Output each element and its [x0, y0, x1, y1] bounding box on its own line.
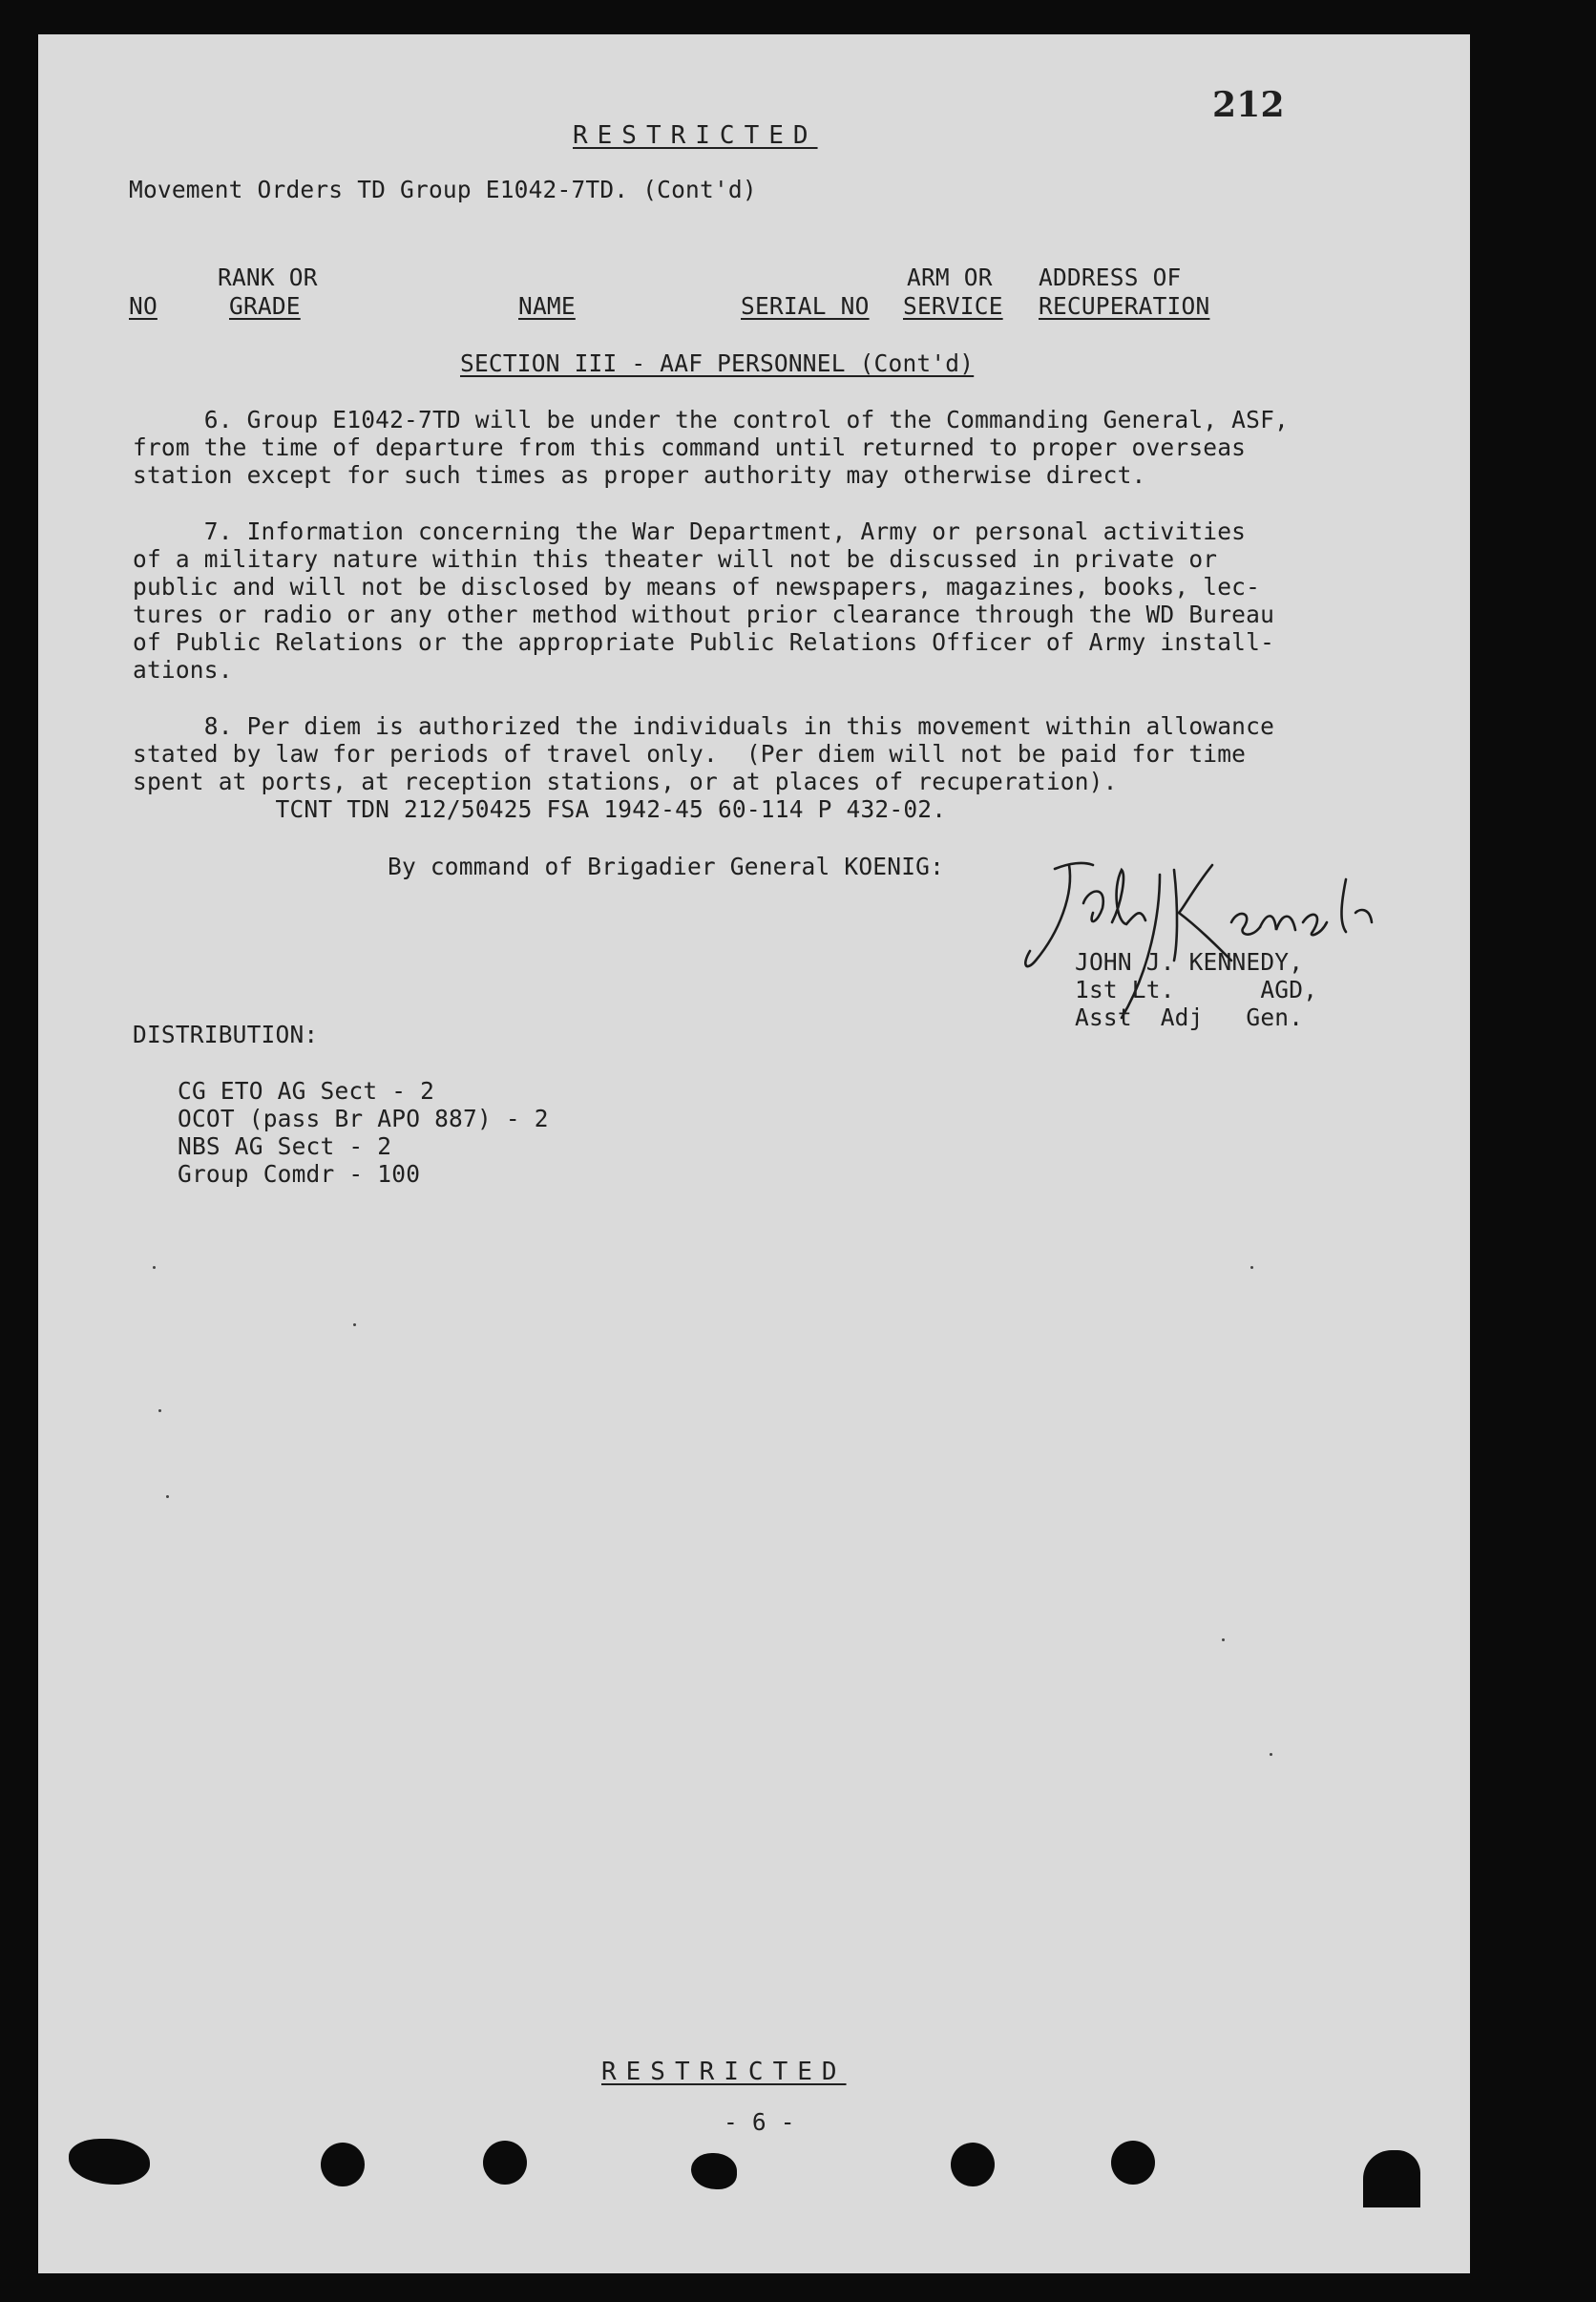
punch-hole [1111, 2141, 1155, 2185]
scan-speck [1270, 1753, 1272, 1756]
column-header-serial: SERIAL NO [741, 292, 870, 320]
section-heading: SECTION III - AAF PERSONNEL (Cont'd) [460, 349, 975, 377]
document-page [38, 34, 1470, 2273]
distribution-item: Group Comdr - 100 [178, 1160, 421, 1188]
paragraph-line: spent at ports, at reception stations, or at places of recuperation). [133, 768, 1118, 795]
paragraph-line: 8. Per diem is authorized the individuals in this movement within allowance [133, 712, 1275, 740]
paragraph-line: stated by law for periods of travel only. (Per diem will not be paid for time [133, 740, 1247, 768]
footer-page-number: - 6 - [724, 2108, 795, 2136]
paragraph-line: tures or radio or any other method without prior clearance through the WD Bureau [133, 601, 1275, 628]
scan-speck [153, 1266, 156, 1269]
scan-speck [353, 1323, 356, 1326]
punch-hole [483, 2141, 527, 2185]
paragraph-line: of a military nature within this theater will not be discussed in private or [133, 545, 1218, 573]
column-header-line1: ADDRESS OF [1039, 264, 1182, 291]
by-command-line: By command of Brigadier General KOENIG: [388, 853, 945, 880]
column-header-no: NO [129, 292, 158, 320]
classification-footer: RESTRICTED [601, 2058, 847, 2086]
classification-header: RESTRICTED [573, 121, 818, 150]
scan-speck [158, 1409, 161, 1412]
column-header-line1: ARM OR [907, 264, 993, 291]
signatory-name: JOHN J. KENNEDY, [1075, 948, 1304, 976]
punch-hole [321, 2143, 365, 2186]
document-subtitle: Movement Orders TD Group E1042-7TD. (Cont'd) [129, 176, 757, 203]
paragraph-line: 7. Information concerning the War Department, Army or personal activities [133, 517, 1247, 545]
scan-speck [166, 1495, 169, 1498]
scan-speck [1222, 1638, 1225, 1641]
column-header-name: NAME [518, 292, 576, 320]
column-header-service: SERVICE [903, 292, 1003, 320]
column-header-grade: GRADE [229, 292, 301, 320]
distribution-item: NBS AG Sect - 2 [178, 1132, 392, 1160]
page-number: 212 [1212, 85, 1285, 125]
paragraph-line: 6. Group E1042-7TD will be under the control of the Commanding General, ASF, [133, 406, 1289, 433]
paragraph-line: station except for such times as proper authority may otherwise direct. [133, 461, 1146, 489]
signatory-title: Asst Adj Gen. [1075, 1003, 1304, 1031]
paragraph-line: ations. [133, 656, 233, 684]
distribution-item: OCOT (pass Br APO 887) - 2 [178, 1105, 549, 1132]
distribution-item: CG ETO AG Sect - 2 [178, 1077, 435, 1105]
distribution-label: DISTRIBUTION: [133, 1021, 319, 1048]
scan-speck [1250, 1266, 1253, 1269]
paragraph-line: public and will not be disclosed by means of newspapers, magazines, books, lec- [133, 573, 1261, 601]
punch-hole [1363, 2150, 1420, 2207]
column-header-address: RECUPERATION [1039, 292, 1210, 320]
paragraph-line: from the time of departure from this command until returned to proper overseas [133, 433, 1247, 461]
signatory-rank: 1st Lt. AGD, [1075, 976, 1318, 1003]
paragraph-line: of Public Relations or the appropriate Public Relations Officer of Army install- [133, 628, 1275, 656]
column-header-line1: RANK OR [218, 264, 318, 291]
punch-hole [951, 2143, 995, 2186]
paragraph-line: TCNT TDN 212/50425 FSA 1942-45 60-114 P 432-02. [133, 795, 947, 823]
